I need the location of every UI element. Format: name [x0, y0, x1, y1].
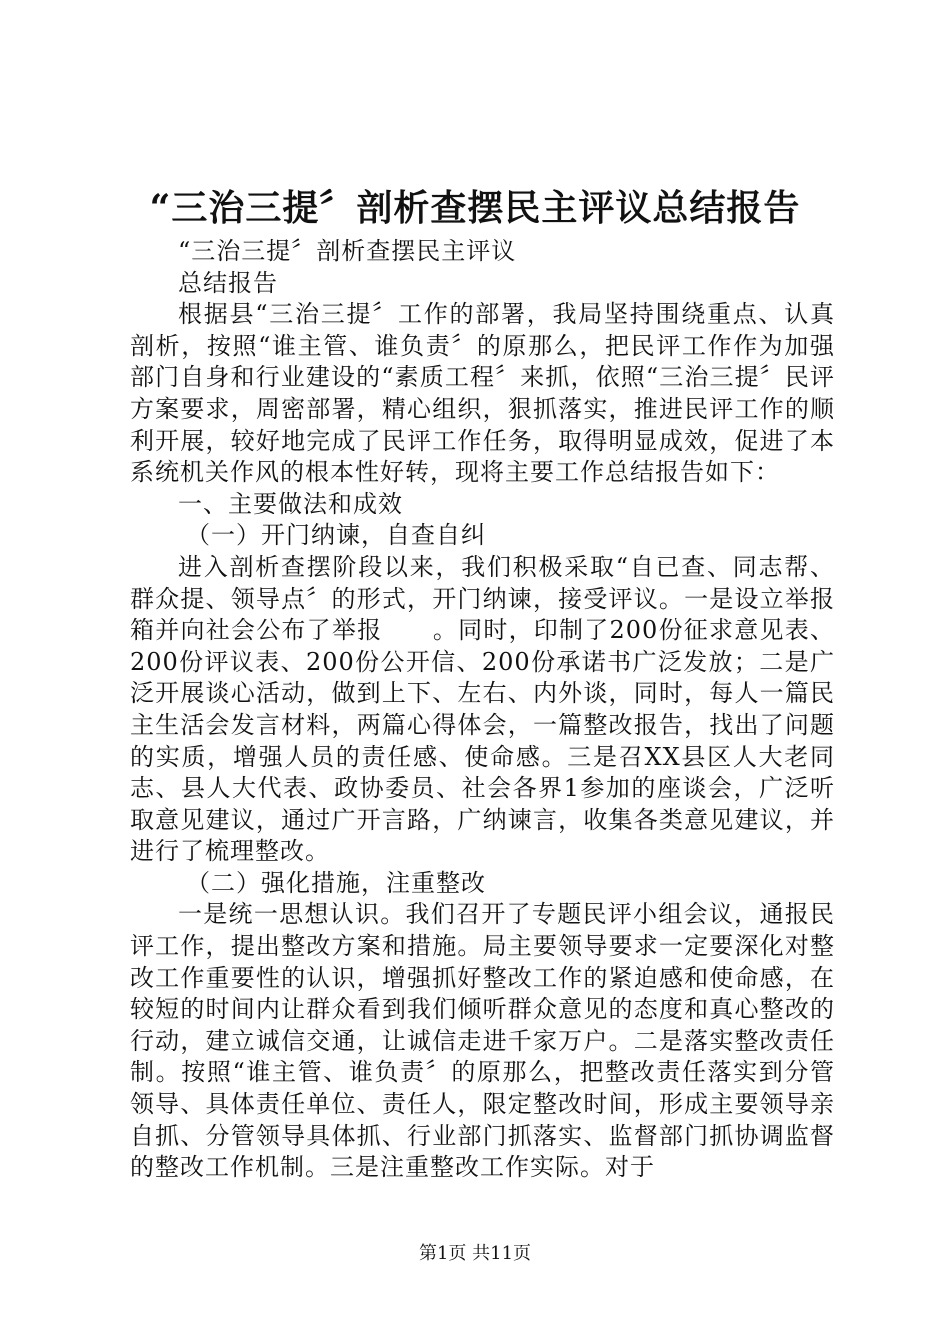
- page-footer: 第1页 共11页: [418, 1243, 532, 1264]
- document-title: “三治三提〞剖析查摆民主评议总结报告: [149, 187, 801, 229]
- subsection-heading-2: （二）强化措施，注重整改: [186, 868, 486, 897]
- document-body: [130, 236, 835, 1184]
- subtitle-line-1: “三治三提〞剖析查摆民主评议: [178, 237, 517, 265]
- body-paragraph-1: 进入剖析查摆阶段以来，我们积极采取“自已查、同志帮、群众提、领导点〞的形式，开门纳谏，接受评议。一是设立举报箱并向社会公布了举报 。同时，印制了200份征求意见表、200份评议表、200份公开信、200份承诺书广泛发放；二是广泛开展谈心活动，做到上下、左右、内外谈，同时，每人一篇民主生活会发言材料，两篇心得体会，一篇整改报告，找出了问题的实质，增强人员的责任感、使命感。三是召XX县区人大老同志、县人大代表、政协委员、社会各界1参加的座谈会，广泛听取意见建议，通过广开言路，广纳谏言，收集各类意见建议，并进行了梳理整改。: [130, 552, 835, 866]
- section-heading: 一、主要做法和成效: [178, 489, 403, 518]
- subsection-heading-1: （一）开门纳谏，自查自纠: [186, 521, 486, 550]
- subtitle-line-2: 总结报告: [178, 268, 278, 297]
- body-paragraph-2: 一是统一思想认识。我们召开了专题民评小组会议，通报民评工作，提出整改方案和措施。局主要领导要求一定要深化对整改工作重要性的认识，增强抓好整改工作的紧迫感和使命感，在较短的时间内让群众看到我们倾听群众意见的态度和真心整改的行动，建立诚信交通，让诚信走进千家万户。二是落实整改责任制。按照“谁主管、谁负责〞的原那么，把整改责任落实到分管领导、具体责任单位、责任人，限定整改时间，形成主要领导亲自抓、分管领导具体抓、行业部门抓落实、监督部门抓协调监督的整改工作机制。三是注重整改工作实际。对于: [130, 900, 835, 1182]
- intro-paragraph: 根据县“三治三提〞工作的部署，我局坚持围绕重点、认真剖析，按照“谁主管、谁负责〞的原那么，把民评工作作为加强部门自身和行业建设的“素质工程〞来抓，依照“三治三提〞民评方案要求，周密部署，精心组织，狠抓落实，推进民评工作的顺利开展，较好地完成了民评工作任务，取得明显成效，促进了本系统机关作风的根本性好转，现将主要工作总结报告如下：: [130, 300, 835, 487]
